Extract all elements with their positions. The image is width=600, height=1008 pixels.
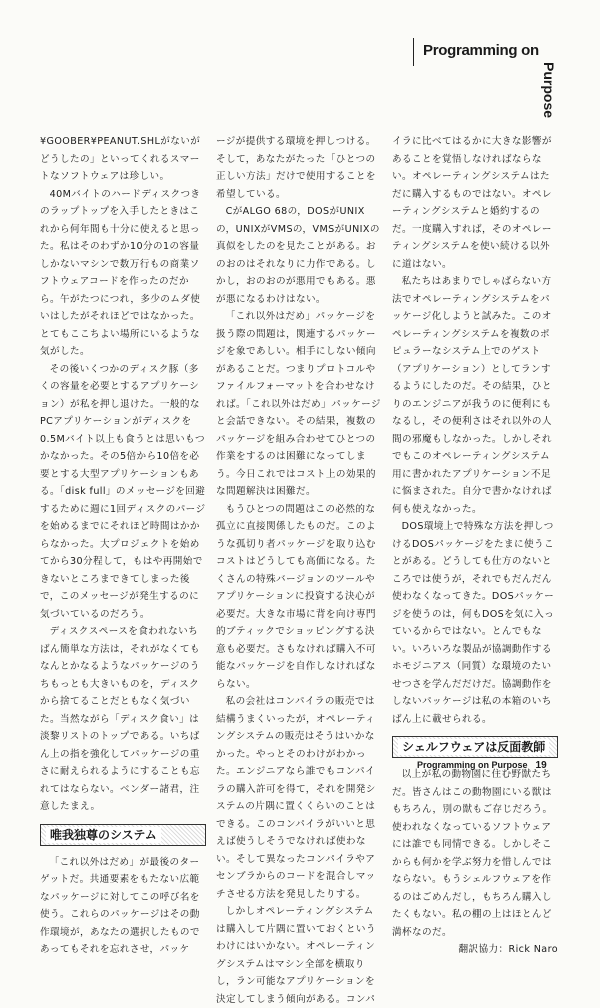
column-3 bbox=[392, 133, 558, 959]
translation-credit: 翻訳協力：Rick Naro bbox=[458, 944, 558, 955]
paragraph: もうひとつの問題はこの必然的な孤立に直接関係したものだ。このような孤切り者パッケージを取り込むコストはどうしても高価になる。たくさんの特殊バージョンのツールやアプリケーションに投資する決心が必要だ。大きな市場に背を向け専門的ブティックでショッピングする決意も必要だ。さもなければ購入不可能なパッケージを自作しなければならない。 bbox=[216, 503, 376, 690]
paragraph: 「これ以外はだめ」が最後のターゲットだ。共通要素をもたない広範なパッケージに対してこの呼び名を使う。これらのパッケージはその動作環境が，あなたの選択したものであってもそれを忘れさせ，パッケ bbox=[40, 856, 200, 955]
page-number: 19 bbox=[535, 760, 547, 771]
column-2 bbox=[216, 133, 382, 1008]
page-header bbox=[413, 38, 563, 118]
section-heading bbox=[392, 736, 558, 758]
paragraph: ディスクスペースを食われないちばん簡単な方法は，それがなくてもなんとかなるようなパッケージのうちもっとも大きいものを，ディスクから捨てることだともなく気づいた。当然ながら「ディスク食い」は淡黎リストのトップである。いちばん上の指を強化してパッケージの重さに耐えられるようにすることも忘れてはならない。ベンダー諸君，注意したまえ。 bbox=[40, 626, 200, 812]
paragraph: 私の会社はコンパイラの販売では結構うまくいったが，オペレーティングシステムの販売はそうはいかなかった。やっとそのわけがわかった。エンジニアなら誰でもコンパイラの購入許可を得て，それを開発システムの片隅に置くくらいのことはできる。このコンパイラがいいと思えば使うしそうでなければ使わない。そして異なったコンパイラやアセンブラからのコードを混合しマッチさせる方法を発見したりする。 bbox=[216, 696, 376, 900]
paragraph: DOS環境上で特殊な方法を押しつけるDOSパッケージをたまに使うことがある。どうしても仕方のないところでは使うが，それでもだんだん使わなくなってきた。DOSパッケージを使うのは，何もDOSを気に入っているからではない。とんでもない。いろいろな製品が協調動作するホモジニアス（同質）な環境のたいせつさを学んだだけだ。協調動作をしないパッケージは私の本箱のいちばん上に載せられる。 bbox=[392, 521, 555, 725]
paragraph: ¥GOOBER¥PEANUT.SHLがないがどうしたの」といってくれるスマートなソフトウェアは珍しい。 bbox=[40, 136, 201, 182]
section-heading-text: シェルフウェアは反面教師 bbox=[398, 739, 549, 755]
header-title-vertical: Purpose bbox=[541, 62, 557, 119]
section-heading bbox=[40, 824, 206, 846]
paragraph: 「これ以外はだめ」パッケージを扱う際の問題は，関連するパッケージを象であしい。相手にしない傾向があることだ。つまりプロトコルやファイルフォーマットを合わせなければ。「これ以外はだめ」パッケージと会話できない。その結果，複数のパッケージを組み合わせてひとつの作業をするのは困難になってしまう。今日これではコスト上の効果的な問題解決は困難だ。 bbox=[216, 311, 381, 497]
page-footer bbox=[417, 760, 547, 771]
paragraph: ージが提供する環境を押しつける。そして，あなたがたった「ひとつの正しい方法」だけで使用することを希望している。 bbox=[216, 136, 376, 200]
section-heading-text: 唯我独尊のシステム bbox=[46, 827, 161, 843]
paragraph: その後いくつかのディスク豚（多くの容量を必要とするアプリケーション）が私を押し退けた。一般的なPCアプリケーションがディスクを0.5Mバイト以上も食うとは思いもつかなかった。その5倍から10倍を必要とする大型アプリケーションもある。「disk full」のメッセージを回避するために週に1回ディスクのパージを始めるまでにそれほど時間はかからなかった。大プロジェクトを始めてから30分程して，もはや再開始できないところまできてしまった後で，このメッセージが発生するのに気づいているのだろう。 bbox=[40, 363, 206, 620]
paragraph: 40Mバイトのハードディスクつきのラップトップを入手したときはこれから何年間も十分に使えると思った。私はそのわずか10分の1の容量しかないマシンで数万行もの商業ソフトウェアコードを作ったのだから。午がたつにつれ，多少のムダ使いはしたがそれほどではなかった。とてもここちよい場所にいるような気がした。 bbox=[40, 188, 201, 357]
header-title: Programming on bbox=[423, 42, 539, 59]
column-1 bbox=[40, 133, 206, 959]
paragraph: 以上が私の動物園に住む野獣たちだ。皆さんはこの動物園にいる獣はもちろん，別の獣もご存じだろう。使われなくなっているソフトウェアには誰でも同情できる。しかしそこからも何かを学ぶ努力を惜しんではならない。もうシェルフウェアを作るのはごめんだし，もちろん購入したくもない。私の棚の上はほとんど満杯なのだ。 bbox=[392, 769, 553, 938]
paragraph: イラに比べてはるかに大きな影響があることを覚悟しなければならない。オペレーティングシステムはただに購入するものではない。オペレーティングシステムと婚約するのだ。一度購入すれば，そのオペレーティングシステムを使い続ける以外に道はない。 bbox=[392, 136, 552, 270]
paragraph: しかしオペレーティングシステムは購入して片隅に置いておくというわけにはいかない。オペレーティングシステムはマシン全部を横取りし，ラン可能なアプリケーションを決定してしまう傾向がある。コンパ bbox=[216, 906, 376, 1005]
footer-title: Programming on Purpose bbox=[417, 760, 528, 770]
paragraph: CがALGO 68の，DOSがUNIXの，UNIXがVMSの，VMSがUNIXの真似をしたのを見たことがある。おのおのはそれなりに力作である。しかし，おのおのが悪用でもある。悪が悪になるわけはない。 bbox=[216, 206, 380, 305]
paragraph: 私たちはあまりでしゃばらない方法でオペレーティングシステムをパッケージ化しようと試みた。このオペレーティングシステムを複数のポピュラーなシステム上でのゲスト（アプリケーション）としてランするようにしたのだ。その結果，ひとりのエンジニアが我うのに便利にもなるし，その便利さはそれ以外の人間の邪魔もしなかった。しかしそれでもこのオペレーティングシステム用に書かれたアプリケーション不足に悩まされた。自分で書かなければ何も使えなかった。 bbox=[392, 276, 552, 515]
header-rule bbox=[413, 38, 414, 66]
